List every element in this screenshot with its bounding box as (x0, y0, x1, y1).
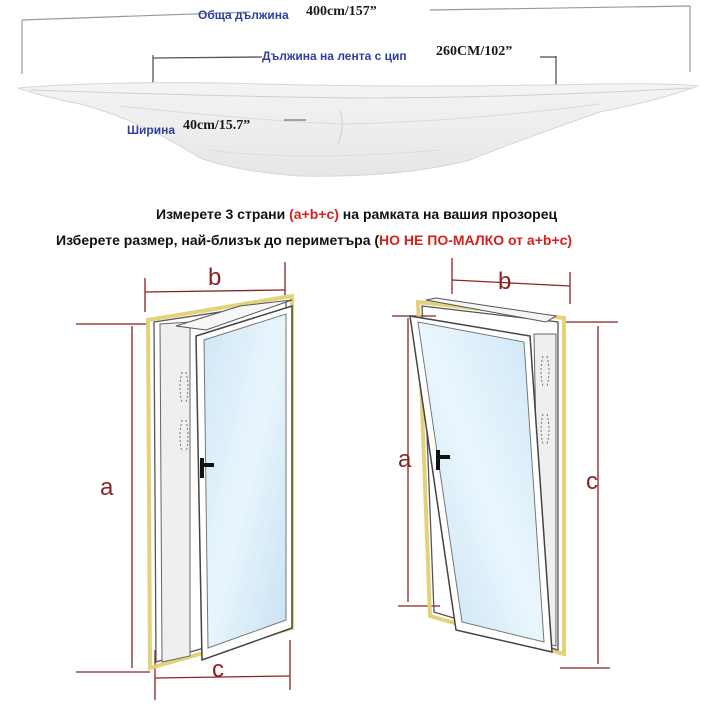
instruction-line-2-start: Изберете размер, най-близък до периметъра ( (56, 232, 380, 248)
left-side-c-label: c (212, 656, 224, 683)
right-window-diagram (392, 258, 618, 668)
zip-length-label: Дължина на лента с цип (262, 49, 407, 63)
window-seal-fabric (18, 83, 698, 177)
total-length-value: 400cm/157” (306, 4, 377, 19)
right-side-b-label: b (498, 268, 512, 295)
left-side-a-label: a (100, 474, 114, 501)
zip-length-value: 260CM/102” (436, 44, 513, 59)
width-label: Ширина (127, 123, 176, 137)
instruction-line-2 (56, 232, 572, 248)
right-side-a-label: a (398, 446, 412, 473)
right-side-c-label: c (586, 468, 598, 495)
total-length-label: Обща дължина (198, 8, 289, 22)
instruction-line-2-highlight: НО НЕ ПО-МАЛКО (379, 232, 505, 248)
instruction-line-1-highlight: (a+b+c) (289, 206, 339, 222)
instruction-line-1 (156, 206, 557, 222)
width-value: 40cm/15.7” (183, 118, 251, 133)
left-side-b-label: b (208, 264, 222, 291)
instruction-line-2-end: от a+b+c) (504, 232, 573, 248)
instruction-line-1-start: Измерете 3 страни (156, 206, 290, 222)
instruction-line-1-end: на рамката на вашия прозорец (338, 206, 558, 222)
